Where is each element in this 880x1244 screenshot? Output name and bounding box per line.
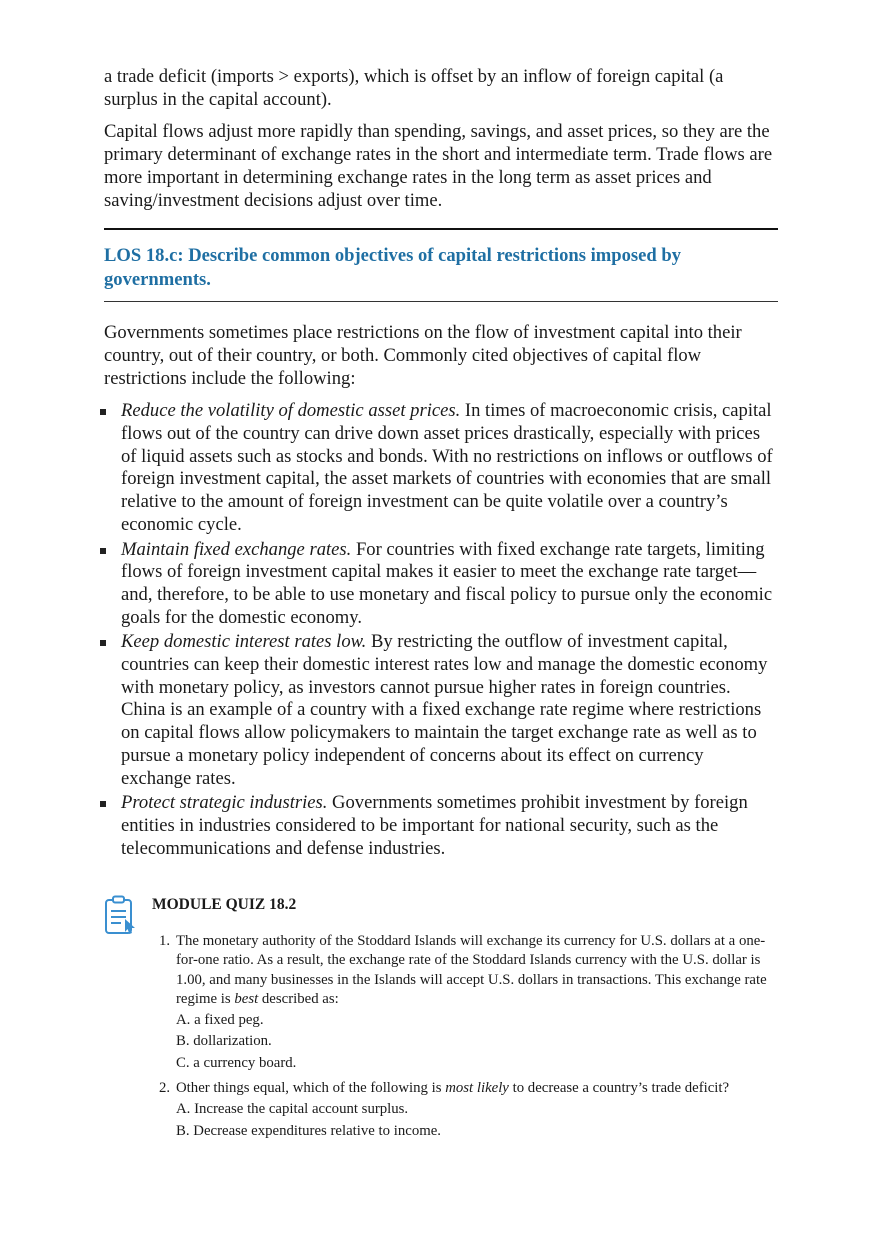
bullet-icon <box>100 548 106 554</box>
item-lead: Protect strategic industries. <box>121 792 328 814</box>
question-text: Other things equal, which of the following is <box>176 1080 446 1097</box>
quiz-question <box>159 1079 769 1141</box>
item-text: In times of macroeconomic crisis, capital flows out of the country can drive down asset prices drastically, especially with prices of liquid assets such as stocks and bonds. With no restrictions on inflows or outflows of foreign investment capital, the asset markets of countries with economies that are small relative to the amount of foreign investment can be quite volatile over a country’s economic cycle. <box>121 400 773 535</box>
answer-option: B. Decrease expenditures relative to income. <box>176 1122 442 1139</box>
intro-paragraph: Capital flows adjust more rapidly than spending, savings, and asset prices, so they are the primary determinant of exchange rates in the short and intermediate term. Trade flows are more important in determining exchange rates in the long term as asset prices and saving/investment decisions adjust over time. <box>104 121 773 211</box>
los-heading: LOS 18.c: Describe common objectives of capital restrictions imposed by governments. <box>104 245 682 290</box>
list-item <box>104 631 778 790</box>
answer-option: A. a fixed peg. <box>176 1012 264 1029</box>
intro-paragraph: a trade deficit (imports > exports), which is offset by an inflow of foreign capital (a surplus in the capital account). <box>104 66 724 110</box>
divider <box>104 301 778 302</box>
quiz-questions <box>159 932 769 1147</box>
body-paragraph: Governments sometimes place restrictions on the flow of investment capital into their country, out of their country, or both. Commonly cited objectives of capital flow restrictions include the following: <box>104 322 742 389</box>
document-page <box>104 66 778 862</box>
bullet-icon <box>100 409 106 415</box>
question-emphasis: best <box>234 990 259 1007</box>
answer-option: C. a currency board. <box>176 1054 297 1071</box>
item-lead: Keep domestic interest rates low. <box>121 631 367 653</box>
bullet-icon <box>100 640 106 646</box>
bullet-icon <box>100 801 106 807</box>
item-lead: Reduce the volatility of domestic asset prices. <box>121 400 461 422</box>
clipboard-quiz-icon <box>104 895 136 935</box>
list-item <box>104 792 778 860</box>
list-item <box>104 400 778 536</box>
answer-option: A. Increase the capital account surplus. <box>176 1101 409 1118</box>
divider <box>104 228 778 230</box>
question-number: 1. <box>159 933 171 949</box>
quiz-title: MODULE QUIZ 18.2 <box>152 896 297 913</box>
quiz-question <box>159 932 769 1073</box>
question-text: described as: <box>258 990 339 1007</box>
item-text: Governments sometimes prohibit investment by foreign entities in industries considered to be important for national security, such as the telecommunications and defense industries. <box>121 792 748 859</box>
question-number: 2. <box>159 1080 171 1097</box>
item-text: For countries with fixed exchange rate targets, limiting flows of foreign investment capital makes it easier to meet the exchange rate target—and, therefore, to be able to use monetary and fiscal policy to pursue only the economic goals for the domestic economy. <box>121 538 773 628</box>
answer-option: B. dollarization. <box>176 1033 272 1050</box>
question-emphasis: most likely <box>445 1080 509 1097</box>
question-text: to decrease a country’s trade deficit? <box>508 1080 730 1097</box>
list-item <box>104 539 778 630</box>
item-text: By restricting the outflow of investment capital, countries can keep their domestic interest rates low and manage the domestic economy with monetary policy, as investors cannot pursue higher rates in foreign countries. China is an example of a country with a fixed exchange rate regime where restrictions on capital flows allow policymakers to maintain the target exchange rate as well as to pursue a monetary policy independent of concerns about its effect on currency exchange rates. <box>121 631 768 789</box>
item-lead: Maintain fixed exchange rates. <box>121 538 352 560</box>
objectives-list <box>104 400 778 860</box>
question-text: The monetary authority of the Stoddard Islands will exchange its currency for U.S. dollars at a one-for-one ratio. As a result, the exchange rate of the Stoddard Islands currency with the U.S. dollar is 1.00, and many businesses in the Islands will accept U.S. dollars in transactions. This exchange rate regime is <box>176 933 767 1007</box>
